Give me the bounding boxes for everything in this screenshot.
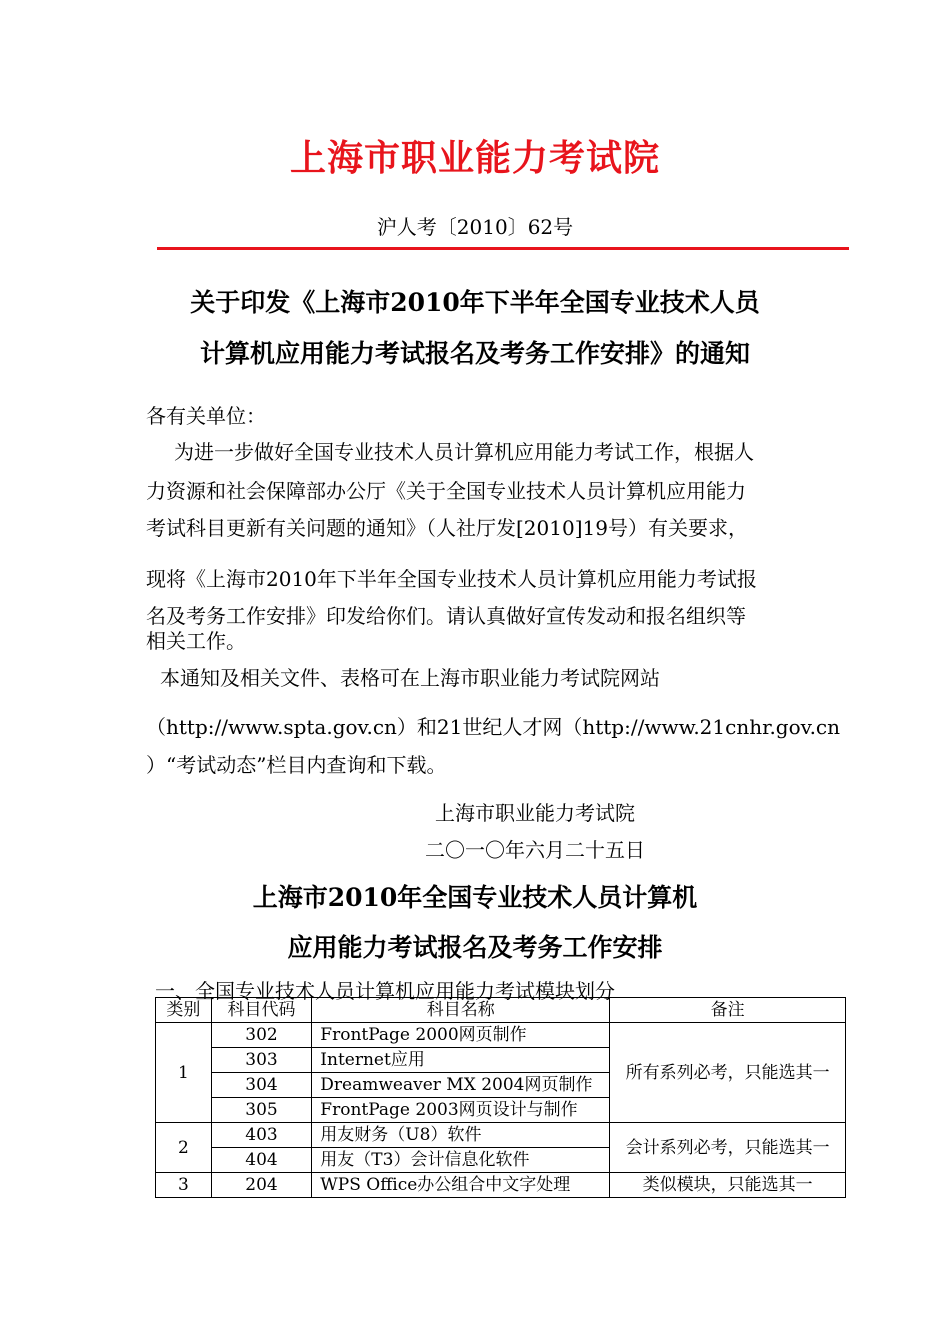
- paragraph-line: 名及考务工作安排》印发给你们。请认真做好宣传发动和报名组织等: [146, 604, 746, 628]
- code-cell: 305: [211, 1098, 312, 1123]
- paragraph-line: 现将《上海市2010年下半年全国专业技术人员计算机应用能力考试报: [146, 567, 757, 591]
- name-cell: Internet应用: [312, 1048, 610, 1073]
- category-cell: 1: [156, 1023, 212, 1123]
- name-cell: FrontPage 2003网页设计与制作: [312, 1098, 610, 1123]
- code-cell: 204: [211, 1173, 312, 1198]
- signature-date: 二〇一〇年六月二十五日: [425, 838, 645, 862]
- notice-title-line-2: 计算机应用能力考试报名及考务工作安排》的通知: [199, 339, 750, 368]
- arrangement-title-line-1: 上海市2010年全国专业技术人员计算机: [252, 883, 698, 912]
- salutation: 各有关单位：: [146, 404, 266, 428]
- code-cell: 403: [211, 1123, 312, 1148]
- table-row: [156, 1173, 846, 1198]
- code-cell: 404: [211, 1148, 312, 1173]
- header-note: 备注: [610, 998, 846, 1023]
- note-cell: 所有系列必考，只能选其一: [610, 1023, 846, 1123]
- header-divider: [157, 247, 849, 250]
- institute-title: 上海市职业能力考试院: [289, 137, 660, 179]
- arrangement-title-line-2: 应用能力考试报名及考务工作安排: [287, 933, 663, 962]
- paragraph-line: （http://www.spta.gov.cn）和21世纪人才网（http://www.21cnhr.gov.cn: [146, 715, 841, 739]
- paragraph-line: 本通知及相关文件、表格可在上海市职业能力考试院网站: [160, 666, 660, 690]
- paragraph-line: 力资源和社会保障部办公厅《关于全国专业技术人员计算机应用能力: [146, 479, 746, 503]
- paragraph-line: 考试科目更新有关问题的通知》（人社厅发[2010]19号）有关要求，: [146, 516, 748, 540]
- notice-title-line-1: 关于印发《上海市2010年下半年全国专业技术人员: [190, 288, 760, 317]
- header-code: 科目代码: [211, 998, 312, 1023]
- code-cell: 303: [211, 1048, 312, 1073]
- name-cell: FrontPage 2000网页制作: [312, 1023, 610, 1048]
- note-cell: 会计系列必考，只能选其一: [610, 1123, 846, 1173]
- code-cell: 304: [211, 1073, 312, 1098]
- module-table: [155, 997, 846, 1198]
- name-cell: 用友（T3）会计信息化软件: [312, 1148, 610, 1173]
- category-cell: 3: [156, 1173, 212, 1198]
- signature-organization: 上海市职业能力考试院: [435, 801, 635, 825]
- category-cell: 2: [156, 1123, 212, 1173]
- header-name: 科目名称: [312, 998, 610, 1023]
- name-cell: Dreamweaver MX 2004网页制作: [312, 1073, 610, 1098]
- section-heading: 一、全国专业技术人员计算机应用能力考试模块划分: [155, 979, 615, 1003]
- paragraph-line: 为进一步做好全国专业技术人员计算机应用能力考试工作，根据人: [174, 440, 754, 464]
- paragraph-line: ）“考试动态”栏目内查询和下载。: [146, 753, 447, 777]
- table-row: [156, 1023, 846, 1048]
- name-cell: 用友财务（U8）软件: [312, 1123, 610, 1148]
- paragraph-line: 相关工作。: [146, 629, 246, 653]
- document-number: 沪人考〔2010〕62号: [376, 215, 574, 239]
- table-header-row: [156, 998, 846, 1023]
- table-row: [156, 1123, 846, 1148]
- note-cell: 类似模块，只能选其一: [610, 1173, 846, 1198]
- code-cell: 302: [211, 1023, 312, 1048]
- name-cell: WPS Office办公组合中文字处理: [312, 1173, 610, 1198]
- header-category: 类别: [156, 998, 212, 1023]
